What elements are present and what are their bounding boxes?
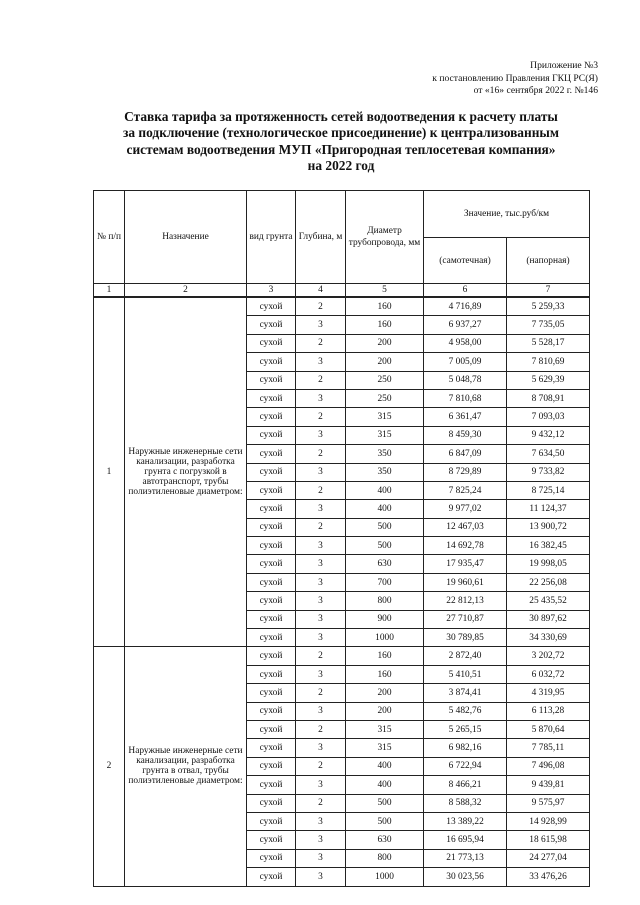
diameter-cell: 315	[346, 720, 424, 738]
gravity-value-cell: 12 467,03	[424, 518, 507, 536]
depth-cell: 2	[296, 684, 346, 702]
gravity-value-cell: 13 389,22	[424, 812, 507, 830]
depth-cell: 3	[296, 500, 346, 518]
depth-cell: 2	[296, 481, 346, 499]
soil-type-cell: сухой	[247, 684, 296, 702]
tariff-table	[93, 190, 590, 887]
pressure-value-cell: 19 998,05	[507, 555, 590, 573]
depth-cell: 3	[296, 573, 346, 591]
column-number: 3	[247, 284, 296, 298]
pressure-value-cell: 16 382,45	[507, 537, 590, 555]
diameter-cell: 160	[346, 297, 424, 316]
pressure-value-cell: 7 735,05	[507, 316, 590, 334]
gravity-value-cell: 5 482,76	[424, 702, 507, 720]
gravity-value-cell: 30 789,85	[424, 629, 507, 647]
soil-type-cell: сухой	[247, 610, 296, 628]
pressure-value-cell: 11 124,37	[507, 500, 590, 518]
pressure-value-cell: 8 708,91	[507, 389, 590, 407]
appendix-note	[432, 60, 598, 98]
diameter-cell: 160	[346, 647, 424, 665]
gravity-value-cell: 19 960,61	[424, 573, 507, 591]
diameter-cell: 200	[346, 684, 424, 702]
header-value: Значение, тыс.руб/км	[424, 191, 590, 238]
gravity-value-cell: 7 810,68	[424, 389, 507, 407]
diameter-cell: 400	[346, 481, 424, 499]
diameter-cell: 500	[346, 812, 424, 830]
pressure-value-cell: 7 785,11	[507, 739, 590, 757]
soil-type-cell: сухой	[247, 868, 296, 886]
soil-type-cell: сухой	[247, 849, 296, 867]
pressure-value-cell: 25 435,52	[507, 592, 590, 610]
depth-cell: 2	[296, 334, 346, 352]
depth-cell: 3	[296, 555, 346, 573]
diameter-cell: 200	[346, 702, 424, 720]
depth-cell: 3	[296, 463, 346, 481]
gravity-value-cell: 7 005,09	[424, 353, 507, 371]
pressure-value-cell: 9 432,12	[507, 426, 590, 444]
diameter-cell: 200	[346, 334, 424, 352]
depth-cell: 2	[296, 408, 346, 426]
depth-cell: 3	[296, 665, 346, 683]
gravity-value-cell: 8 729,89	[424, 463, 507, 481]
header-pressure: (напорная)	[507, 238, 590, 284]
diameter-cell: 400	[346, 776, 424, 794]
soil-type-cell: сухой	[247, 647, 296, 665]
gravity-value-cell: 4 716,89	[424, 297, 507, 316]
gravity-value-cell: 22 812,13	[424, 592, 507, 610]
depth-cell: 2	[296, 794, 346, 812]
pressure-value-cell: 7 093,03	[507, 408, 590, 426]
depth-cell: 3	[296, 812, 346, 830]
diameter-cell: 900	[346, 610, 424, 628]
diameter-cell: 160	[346, 665, 424, 683]
pressure-value-cell: 5 629,39	[507, 371, 590, 389]
header-soil-type: вид грунта	[247, 191, 296, 284]
depth-cell: 3	[296, 426, 346, 444]
pressure-value-cell: 30 897,62	[507, 610, 590, 628]
soil-type-cell: сухой	[247, 757, 296, 775]
group-purpose: Наружные инженерные сети канализации, разработка грунта с погрузкой в автотранспорт, трубы полиэтиленовые диаметром:	[125, 297, 247, 647]
pressure-value-cell: 5 528,17	[507, 334, 590, 352]
diameter-cell: 250	[346, 389, 424, 407]
pressure-value-cell: 34 330,69	[507, 629, 590, 647]
soil-type-cell: сухой	[247, 426, 296, 444]
gravity-value-cell: 5 265,15	[424, 720, 507, 738]
depth-cell: 3	[296, 776, 346, 794]
depth-cell: 2	[296, 297, 346, 316]
gravity-value-cell: 6 722,94	[424, 757, 507, 775]
pressure-value-cell: 33 476,26	[507, 868, 590, 886]
soil-type-cell: сухой	[247, 518, 296, 536]
gravity-value-cell: 9 977,02	[424, 500, 507, 518]
diameter-cell: 1000	[346, 868, 424, 886]
pressure-value-cell: 3 202,72	[507, 647, 590, 665]
gravity-value-cell: 6 982,16	[424, 739, 507, 757]
column-number: 4	[296, 284, 346, 298]
diameter-cell: 630	[346, 555, 424, 573]
group-purpose: Наружные инженерные сети канализации, разработка грунта в отвал, трубы полиэтиленовые диаметром:	[125, 647, 247, 886]
diameter-cell: 400	[346, 757, 424, 775]
pressure-value-cell: 6 032,72	[507, 665, 590, 683]
gravity-value-cell: 16 695,94	[424, 831, 507, 849]
diameter-cell: 200	[346, 353, 424, 371]
column-number-row	[94, 284, 590, 298]
gravity-value-cell: 6 847,09	[424, 445, 507, 463]
gravity-value-cell: 17 935,47	[424, 555, 507, 573]
pressure-value-cell: 22 256,08	[507, 573, 590, 591]
pressure-value-cell: 4 319,95	[507, 684, 590, 702]
group-number: 2	[94, 647, 125, 886]
soil-type-cell: сухой	[247, 702, 296, 720]
depth-cell: 3	[296, 702, 346, 720]
depth-cell: 3	[296, 739, 346, 757]
gravity-value-cell: 8 459,30	[424, 426, 507, 444]
soil-type-cell: сухой	[247, 665, 296, 683]
depth-cell: 3	[296, 629, 346, 647]
soil-type-cell: сухой	[247, 389, 296, 407]
diameter-cell: 1000	[346, 629, 424, 647]
diameter-cell: 315	[346, 408, 424, 426]
gravity-value-cell: 5 410,51	[424, 665, 507, 683]
soil-type-cell: сухой	[247, 500, 296, 518]
soil-type-cell: сухой	[247, 831, 296, 849]
gravity-value-cell: 8 466,21	[424, 776, 507, 794]
depth-cell: 3	[296, 316, 346, 334]
pressure-value-cell: 7 634,50	[507, 445, 590, 463]
soil-type-cell: сухой	[247, 463, 296, 481]
diameter-cell: 500	[346, 537, 424, 555]
depth-cell: 3	[296, 610, 346, 628]
diameter-cell: 315	[346, 739, 424, 757]
soil-type-cell: сухой	[247, 316, 296, 334]
diameter-cell: 700	[346, 573, 424, 591]
gravity-value-cell: 21 773,13	[424, 849, 507, 867]
gravity-value-cell: 5 048,78	[424, 371, 507, 389]
depth-cell: 3	[296, 353, 346, 371]
pressure-value-cell: 18 615,98	[507, 831, 590, 849]
group-number: 1	[94, 297, 125, 647]
column-number: 2	[125, 284, 247, 298]
header-purpose: Назначение	[125, 191, 247, 284]
soil-type-cell: сухой	[247, 555, 296, 573]
diameter-cell: 500	[346, 518, 424, 536]
diameter-cell: 800	[346, 849, 424, 867]
depth-cell: 2	[296, 647, 346, 665]
header-depth: Глубина, м	[296, 191, 346, 284]
column-number: 7	[507, 284, 590, 298]
soil-type-cell: сухой	[247, 353, 296, 371]
soil-type-cell: сухой	[247, 537, 296, 555]
pressure-value-cell: 14 928,99	[507, 812, 590, 830]
header-num: № п/п	[94, 191, 125, 284]
depth-cell: 3	[296, 389, 346, 407]
gravity-value-cell: 7 825,24	[424, 481, 507, 499]
soil-type-cell: сухой	[247, 776, 296, 794]
title-line: на 2022 год	[307, 158, 375, 174]
gravity-value-cell: 14 692,78	[424, 537, 507, 555]
depth-cell: 2	[296, 371, 346, 389]
pressure-value-cell: 7 810,69	[507, 353, 590, 371]
soil-type-cell: сухой	[247, 481, 296, 499]
column-number: 6	[424, 284, 507, 298]
soil-type-cell: сухой	[247, 408, 296, 426]
diameter-cell: 160	[346, 316, 424, 334]
soil-type-cell: сухой	[247, 592, 296, 610]
depth-cell: 3	[296, 831, 346, 849]
soil-type-cell: сухой	[247, 334, 296, 352]
gravity-value-cell: 2 872,40	[424, 647, 507, 665]
soil-type-cell: сухой	[247, 794, 296, 812]
pressure-value-cell: 8 725,14	[507, 481, 590, 499]
soil-type-cell: сухой	[247, 573, 296, 591]
header-diameter: Диаметр трубопровода, мм	[346, 191, 424, 284]
title-line: Ставка тарифа за протяженность сетей водоотведения к расчету платы	[124, 109, 558, 124]
appendix-line: к постановлению Правления ГКЦ РС(Я)	[432, 72, 598, 84]
depth-cell: 2	[296, 757, 346, 775]
diameter-cell: 500	[346, 794, 424, 812]
pressure-value-cell: 6 113,28	[507, 702, 590, 720]
pressure-value-cell: 5 870,64	[507, 720, 590, 738]
depth-cell: 3	[296, 868, 346, 886]
diameter-cell: 630	[346, 831, 424, 849]
header-gravity: (самотечная)	[424, 238, 507, 284]
table-row	[94, 647, 590, 665]
gravity-value-cell: 3 874,41	[424, 684, 507, 702]
table-row	[94, 297, 590, 316]
depth-cell: 2	[296, 445, 346, 463]
pressure-value-cell: 24 277,04	[507, 849, 590, 867]
pressure-value-cell: 9 575,97	[507, 794, 590, 812]
pressure-value-cell: 9 733,82	[507, 463, 590, 481]
appendix-line: от «16» сентября 2022 г. №146	[473, 85, 598, 97]
gravity-value-cell: 6 361,47	[424, 408, 507, 426]
gravity-value-cell: 4 958,00	[424, 334, 507, 352]
column-number: 5	[346, 284, 424, 298]
title-line: за подключение (технологическое присоединение) к централизованным	[122, 125, 560, 141]
document-title	[96, 109, 586, 175]
diameter-cell: 250	[346, 371, 424, 389]
appendix-line: Приложение №3	[530, 60, 598, 71]
depth-cell: 2	[296, 518, 346, 536]
column-number: 1	[94, 284, 125, 298]
pressure-value-cell: 13 900,72	[507, 518, 590, 536]
gravity-value-cell: 30 023,56	[424, 868, 507, 886]
gravity-value-cell: 8 588,32	[424, 794, 507, 812]
soil-type-cell: сухой	[247, 720, 296, 738]
depth-cell: 3	[296, 592, 346, 610]
soil-type-cell: сухой	[247, 371, 296, 389]
depth-cell: 2	[296, 720, 346, 738]
diameter-cell: 350	[346, 445, 424, 463]
diameter-cell: 800	[346, 592, 424, 610]
pressure-value-cell: 9 439,81	[507, 776, 590, 794]
title-line: системам водоотведения МУП «Пригородная теплосетевая компания»	[126, 141, 556, 157]
soil-type-cell: сухой	[247, 629, 296, 647]
soil-type-cell: сухой	[247, 445, 296, 463]
pressure-value-cell: 5 259,33	[507, 297, 590, 316]
depth-cell: 3	[296, 537, 346, 555]
gravity-value-cell: 6 937,27	[424, 316, 507, 334]
diameter-cell: 400	[346, 500, 424, 518]
gravity-value-cell: 27 710,87	[424, 610, 507, 628]
diameter-cell: 350	[346, 463, 424, 481]
soil-type-cell: сухой	[247, 812, 296, 830]
pressure-value-cell: 7 496,08	[507, 757, 590, 775]
diameter-cell: 315	[346, 426, 424, 444]
soil-type-cell: сухой	[247, 739, 296, 757]
depth-cell: 3	[296, 849, 346, 867]
soil-type-cell: сухой	[247, 297, 296, 316]
